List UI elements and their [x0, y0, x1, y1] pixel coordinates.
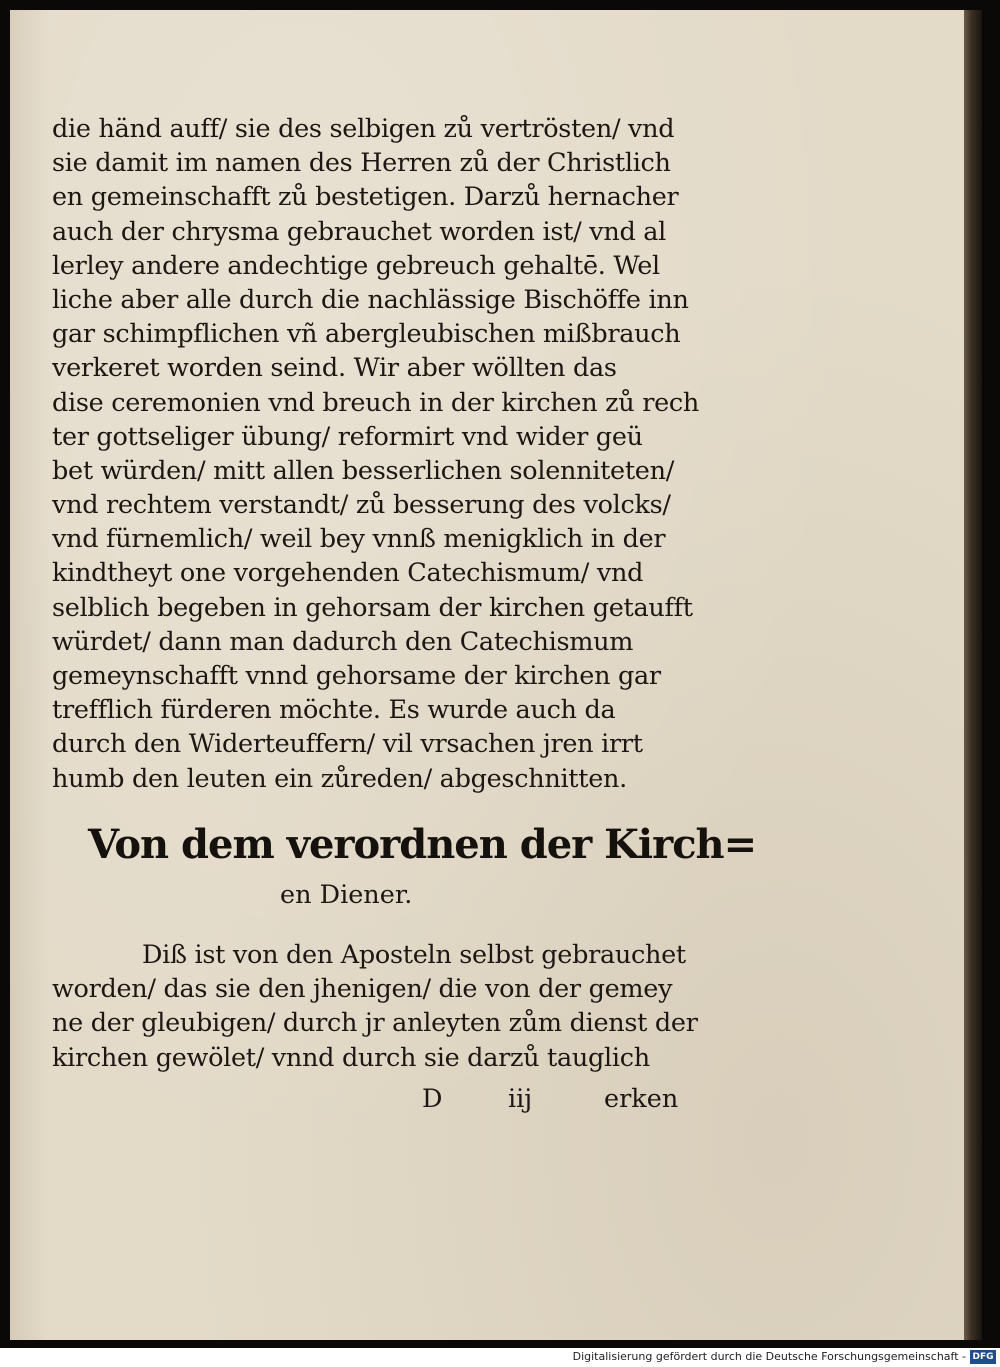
text-line: worden/ das sie den jhenigen/ die von der gemey	[52, 974, 673, 1005]
footer-credit: Digitalisierung gefördert durch die Deutsche Forschungsgemeinschaft -	[572, 1350, 966, 1363]
text-line: kindtheyt one vorgehenden Catechismum/ vnd	[52, 558, 644, 589]
paragraph-1	[52, 112, 712, 796]
text-line: würdet/ dann man dadurch den Catechismum	[52, 626, 634, 657]
text-line: vnd fürnemlich/ weil bey vnnß menigklich in der	[52, 524, 666, 555]
text-line: gar schimpflichen vñ abergleubischen mißbrauch	[52, 319, 681, 350]
text-line: ne der gleubigen/ durch jr anleyten zům dienst der	[52, 1008, 698, 1039]
footer-bar	[0, 1348, 1000, 1367]
text-line: Diß ist von den Aposteln selbst gebrauchet	[142, 940, 686, 970]
text-line: vnd rechtem verstandt/ zů besserung des volcks/	[52, 490, 671, 521]
text-line: bet würden/ mitt allen besserlichen solenniteten/	[52, 455, 674, 486]
text-line: ter gottseliger übung/ reformirt vnd wider geü	[52, 421, 643, 452]
text-line: selblich begeben in gehorsam der kirchen getaufft	[52, 592, 693, 623]
section-heading-continuation: en Diener.	[280, 880, 413, 910]
text-line: humb den leuten ein zůreden/ abgeschnitten.	[52, 763, 627, 794]
text-line: auch der chrysma gebrauchet worden ist/ vnd al	[52, 216, 667, 247]
section-heading: Von dem verordnen der Kirch=	[88, 821, 757, 868]
text-line: trefflich fürderen möchte. Es wurde auch da	[52, 695, 616, 726]
catchword: erken	[604, 1084, 679, 1114]
text-line: sie damit im namen des Herren zů der Christlich	[52, 148, 671, 179]
text-line: lerley andere andechtige gebreuch gehaltē. Wel	[52, 250, 660, 281]
paragraph-2	[52, 938, 712, 1075]
dfg-logo: DFG	[970, 1350, 996, 1364]
text-line: die händ auff/ sie des selbigen zů vertrösten/ vnd	[52, 114, 675, 144]
text-line: gemeynschafft vnnd gehorsame der kirchen gar	[52, 661, 661, 691]
signature-number: iij	[508, 1084, 533, 1114]
text-line: kirchen gewölet/ vnnd durch sie darzů tauglich	[52, 1042, 650, 1073]
text-line: liche aber alle durch die nachlässige Bischöffe inn	[52, 284, 689, 315]
text-line: durch den Widerteuffern/ vil vrsachen jren irrt	[52, 729, 643, 760]
text-line: verkeret worden seind. Wir aber wöllten das	[52, 353, 617, 384]
text-line: en gemeinschafft zů bestetigen. Darzů hernacher	[52, 182, 679, 213]
signature-mark: D	[422, 1084, 443, 1114]
text-line: dise ceremonien vnd breuch in der kirchen zů rech	[52, 387, 700, 418]
page-gutter	[964, 10, 982, 1340]
